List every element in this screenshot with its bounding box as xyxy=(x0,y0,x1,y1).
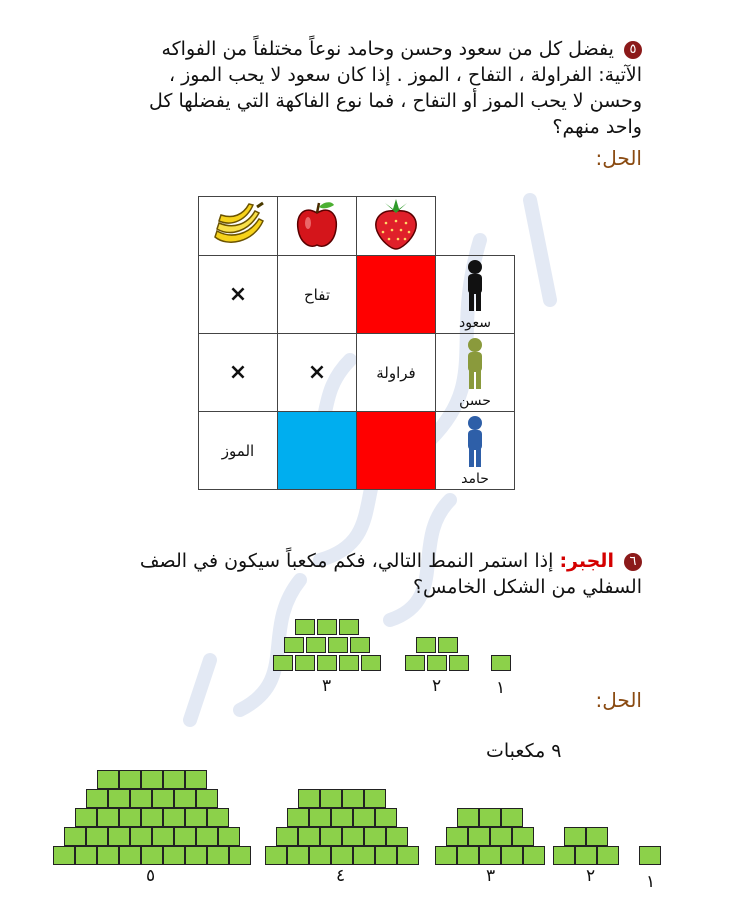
cube xyxy=(97,808,119,827)
cube xyxy=(364,827,386,846)
cube xyxy=(86,789,108,808)
table-cell: الموز xyxy=(199,412,278,490)
cube xyxy=(298,827,320,846)
cube xyxy=(163,808,185,827)
person-cell xyxy=(436,334,515,412)
cube xyxy=(375,808,397,827)
cube xyxy=(152,827,174,846)
cube xyxy=(75,846,97,865)
person-silhouette-icon xyxy=(464,259,486,313)
table-row xyxy=(199,412,515,490)
cube xyxy=(586,827,608,846)
cube xyxy=(449,655,469,671)
cube xyxy=(317,655,337,671)
cube xyxy=(130,789,152,808)
cube xyxy=(438,637,458,653)
filled-cell-blue xyxy=(278,412,357,490)
cube xyxy=(427,655,447,671)
figure-label: ٣ xyxy=(322,676,332,696)
person-cell xyxy=(436,256,515,334)
cube xyxy=(353,808,375,827)
figure-label: ٥ xyxy=(146,866,156,886)
cube xyxy=(130,827,152,846)
figure-label: ٣ xyxy=(486,866,496,886)
cube xyxy=(97,770,119,789)
cube xyxy=(491,655,511,671)
table-cell: تفاح xyxy=(278,256,357,334)
cube xyxy=(457,846,479,865)
apple-icon xyxy=(294,199,340,249)
cube xyxy=(119,770,141,789)
cube xyxy=(196,789,218,808)
cube xyxy=(119,846,141,865)
cube xyxy=(141,808,163,827)
cube xyxy=(468,827,490,846)
cube xyxy=(284,637,304,653)
person-name: حسن xyxy=(459,392,491,409)
cube xyxy=(361,655,381,671)
cube xyxy=(174,789,196,808)
table-header-row xyxy=(199,197,515,256)
cube xyxy=(265,846,287,865)
person-cell xyxy=(436,412,515,490)
cube xyxy=(53,846,75,865)
cube xyxy=(273,655,293,671)
question-text: إذا استمر النمط التالي، فكم مكعباً سيكون في الصف السفلي من الشكل الخامس؟ xyxy=(139,550,642,598)
cube xyxy=(575,846,597,865)
table-row xyxy=(199,334,515,412)
cube xyxy=(185,808,207,827)
banana-icon xyxy=(207,199,269,249)
cube xyxy=(501,808,523,827)
figure-label: ٢ xyxy=(586,866,596,886)
cube xyxy=(317,619,337,635)
cube xyxy=(64,827,86,846)
cube xyxy=(174,827,196,846)
cube xyxy=(295,655,315,671)
person-name: حامد xyxy=(461,470,489,487)
cube xyxy=(397,846,419,865)
table-cell: × xyxy=(199,256,278,334)
cube xyxy=(163,846,185,865)
header-cell xyxy=(199,197,278,256)
cube xyxy=(523,846,545,865)
question-5 xyxy=(122,36,642,140)
cube xyxy=(207,846,229,865)
question-keyword: الجبر: xyxy=(559,550,614,572)
cube xyxy=(119,808,141,827)
solution-label: الحل: xyxy=(595,688,642,712)
cube xyxy=(185,770,207,789)
cube xyxy=(342,789,364,808)
cube xyxy=(405,655,425,671)
person-name: سعود xyxy=(459,314,491,331)
cube xyxy=(229,846,251,865)
cube xyxy=(490,827,512,846)
cube xyxy=(416,637,436,653)
cube xyxy=(553,846,575,865)
cube xyxy=(196,827,218,846)
cube xyxy=(75,808,97,827)
cube xyxy=(276,827,298,846)
figure-label: ١ xyxy=(646,872,656,892)
cube xyxy=(207,808,229,827)
table-cell: × xyxy=(278,334,357,412)
figure-label: ١ xyxy=(496,678,506,698)
cube xyxy=(331,846,353,865)
cube xyxy=(597,846,619,865)
cube xyxy=(320,789,342,808)
header-cell xyxy=(278,197,357,256)
table-row xyxy=(199,256,515,334)
cube xyxy=(141,846,163,865)
cube xyxy=(479,808,501,827)
cube xyxy=(350,637,370,653)
cube xyxy=(309,846,331,865)
cube xyxy=(108,827,130,846)
cube xyxy=(287,808,309,827)
cube xyxy=(152,789,174,808)
cube xyxy=(295,619,315,635)
filled-cell-red xyxy=(357,256,436,334)
question-number-badge: ٦ xyxy=(624,553,642,571)
solution-label: الحل: xyxy=(595,146,642,170)
cube xyxy=(218,827,240,846)
empty-corner xyxy=(436,197,515,256)
filled-cell-red xyxy=(357,412,436,490)
cube xyxy=(331,808,353,827)
cube xyxy=(435,846,457,865)
cube xyxy=(298,789,320,808)
cube xyxy=(512,827,534,846)
cube xyxy=(185,846,207,865)
cube xyxy=(342,827,364,846)
cube xyxy=(339,655,359,671)
cube xyxy=(386,827,408,846)
cube xyxy=(97,846,119,865)
cube xyxy=(375,846,397,865)
cube xyxy=(339,619,359,635)
cube xyxy=(141,770,163,789)
header-cell xyxy=(357,197,436,256)
cube xyxy=(320,827,342,846)
figure-label: ٤ xyxy=(336,866,346,886)
logic-table xyxy=(198,196,515,490)
strawberry-icon xyxy=(371,197,421,251)
cube xyxy=(639,846,661,865)
person-silhouette-icon xyxy=(464,415,486,469)
question-6 xyxy=(82,548,642,600)
cube xyxy=(108,789,130,808)
cube xyxy=(564,827,586,846)
table-cell: × xyxy=(199,334,278,412)
cube xyxy=(457,808,479,827)
cube xyxy=(353,846,375,865)
question-text: يفضل كل من سعود وحسن وحامد نوعاً مختلفاً من الفواكه الآتية: الفراولة ، التفاح ، الموز . إذا كان سعود لا يحب الموز ، وحسن لا يحب الموز أو التفاح ، فما نوع الفاكهة التي يفضلها كل واحد منهم؟ xyxy=(149,38,642,138)
figure-label: ٢ xyxy=(432,676,442,696)
answer-text: ٩ مكعبات xyxy=(486,740,562,762)
cube xyxy=(479,846,501,865)
cube xyxy=(328,637,348,653)
cube xyxy=(306,637,326,653)
cube xyxy=(364,789,386,808)
person-silhouette-icon xyxy=(464,337,486,391)
question-number-badge: ٥ xyxy=(624,41,642,59)
cube xyxy=(86,827,108,846)
cube xyxy=(446,827,468,846)
cube xyxy=(287,846,309,865)
cube xyxy=(309,808,331,827)
cube xyxy=(163,770,185,789)
cube xyxy=(501,846,523,865)
table-cell: فراولة xyxy=(357,334,436,412)
